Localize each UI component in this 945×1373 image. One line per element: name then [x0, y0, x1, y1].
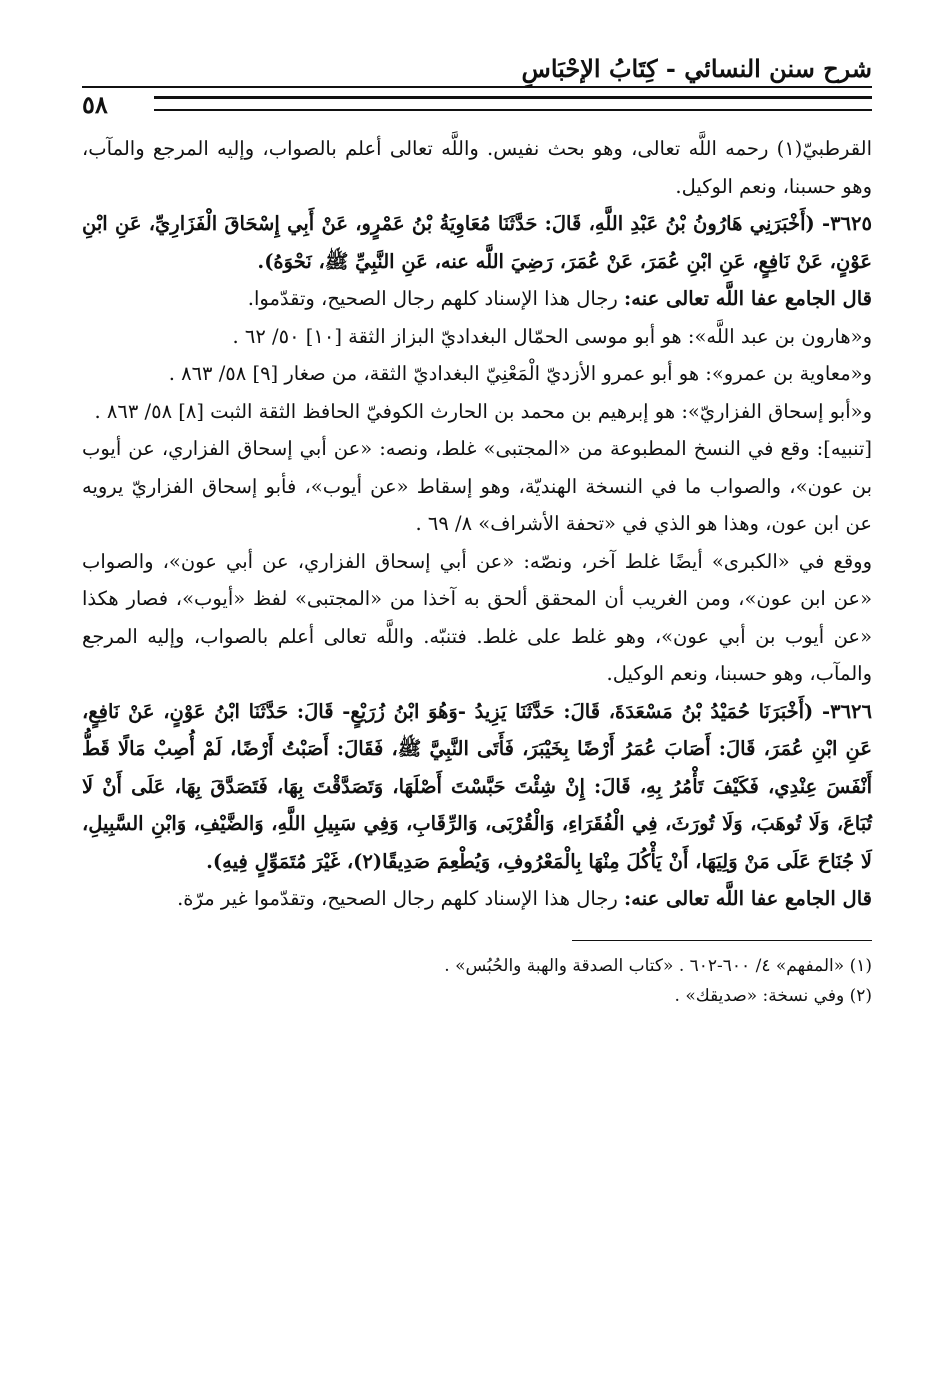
footnote-2: (٢) وفي نسخة: «صديقك» . [674, 985, 872, 1006]
footnote-separator [572, 940, 872, 941]
commentary-text-2: رجال هذا الإسناد كلهم رجال الصحيح، وتقدّموا غير مرّة. [177, 887, 625, 910]
narrator-abu-ishaq: و«أبو إسحاق الفزاريّ»: هو إبرهيم بن محمد بن الحارث الكوفيّ الحافظ الثقة الثبت [٨] ٥٨/ ٨٦٣ . [94, 399, 872, 423]
page-number: ٥٨ [82, 90, 108, 119]
footnote-1: (١) «المفهم» ٤/ ٦٠٠-٦٠٢ . «كتاب الصدقة والهبة والحُبُس» . [444, 955, 872, 976]
note-tanbih: [تنبيه]: وقع في النسخ المطبوعة من «المجتبى» غلط، ونصه: «عن أبي إسحاق الفزاري، عن أيوب بن عون»، والصواب ما في النسخة الهنديّة، وهو إسقاط «عن أيوب»، فأبو إسحاق الفزاريّ يرويه عن ابن عون، وهذا هو الذي في «تحفة الأشراف» ٨/ ٦٩ . [82, 437, 872, 535]
commentary-text: رجال هذا الإسناد كلهم رجال الصحيح، وتقدّموا. [247, 287, 625, 310]
page-header [82, 52, 872, 119]
note-kubra: ووقع في «الكبرى» أيضًا غلط آخر، ونصّه: «عن أبي إسحاق الفزاري، عن أبي عون»، والصواب «عن ابن عون»، ومن الغريب أن المحقق ألحق به آخذا من «المجتبى» لفظ «أيوب»، فصار هكذا «عن أيوب بن أبي عون»، وهو غلط على غلط. فتنبّه. واللَّه تعالى أعلم بالصواب، وإليه المرجع والمآب، وهو حسبنا، ونعم الوكيل. [82, 549, 872, 685]
paragraph-intro: القرطبيّ(١) رحمه اللَّه تعالى، وهو بحث نفيس. واللَّه تعالى أعلم بالصواب، وإليه المرجع والمآب، وهو حسبنا، ونعم الوكيل. [82, 137, 872, 198]
header-double-rule [154, 96, 872, 111]
header-rule [82, 86, 872, 88]
paragraph-commentary-1 [82, 280, 872, 318]
main-text [82, 130, 872, 1011]
commentary-lead-2: قال الجامع عفا اللَّه تعالى عنه: [624, 887, 872, 910]
narrator-muawiya: و«معاوية بن عمرو»: هو أبو عمرو الأزديّ الْمَعْنِيّ البغداديّ الثقة، من صغار [٩] ٥٨/ ٨٦٣ . [168, 362, 872, 385]
running-title: شرح سنن النسائي - كِتَابُ الإحْبَاسِ [521, 54, 872, 83]
paragraph-commentary-2 [82, 880, 872, 918]
commentary-lead: قال الجامع عفا اللَّه تعالى عنه: [624, 287, 872, 310]
hadith-3625: ٣٦٢٥- (أَخْبَرَنِي هَارُونُ بْنُ عَبْدِ اللَّهِ، قَالَ: حَدَّثَنَا مُعَاوِيَةُ بْنُ عَمْرٍو، عَنْ أَبِي إِسْحَاقَ الْفَزَارِيِّ، عَنِ ابْنِ عَوْنٍ، عَنْ نَافِعٍ، عَنِ ابْنِ عُمَرَ، عَنْ عُمَرَ، رَضِيَ اللَّه عنه، عَنِ النَّبِيِّ ﷺ، نَحْوَهُ). [82, 212, 872, 273]
narrator-harun: و«هارون بن عبد اللَّه»: هو أبو موسى الحمّال البغداديّ البزاز الثقة [١٠] ٥٠/ ٦٢ . [232, 324, 872, 348]
hadith-3626: ٣٦٢٦- (أَخْبَرَنَا حُمَيْدُ بْنُ مَسْعَدَةَ، قَالَ: حَدَّثَنَا يَزِيدُ -وَهُوَ ابْنُ زُرَيْعٍ- قَالَ: حَدَّثَنَا ابْنُ عَوْنٍ، عَنْ نَافِعٍ، عَنِ ابْنِ عُمَرَ، قَالَ: أَصَابَ عُمَرُ أَرْضًا بِخَيْبَرَ، فَأَتَى النَّبِيَّ ﷺ، فَقَالَ: أَصَبْتُ أَرْضًا، لَمْ أُصِبْ مَالًا قَطُّ أَنْفَسَ عِنْدِي، فَكَيْفَ تَأْمُرُ بِهِ، قَالَ: إِنْ شِئْتَ حَبَّسْتَ أَصْلَهَا، وَتَصَدَّقْتَ بِهَا، فَتَصَدَّقَ بِهَا، عَلَى أَنْ لَا تُبَاعَ، وَلَا تُوهَبَ، وَلَا تُورَثَ، فِي الْفُقَرَاءِ، وَالْقُرْبَى، وَالرِّقَابِ، وَفِي سَبِيلِ اللَّهِ، وَالضَّيْفِ، وَابْنِ السَّبِيلِ، لَا جُنَاحَ عَلَى مَنْ وَلِيَهَا، أَنْ يَأْكُلَ مِنْهَا بِالْمَعْرُوفِ، وَيُطْعِمَ صَدِيقًا(٢)، غَيْرَ مُتَمَوِّلٍ فِيهِ). [82, 699, 872, 873]
book-page [82, 52, 872, 1352]
